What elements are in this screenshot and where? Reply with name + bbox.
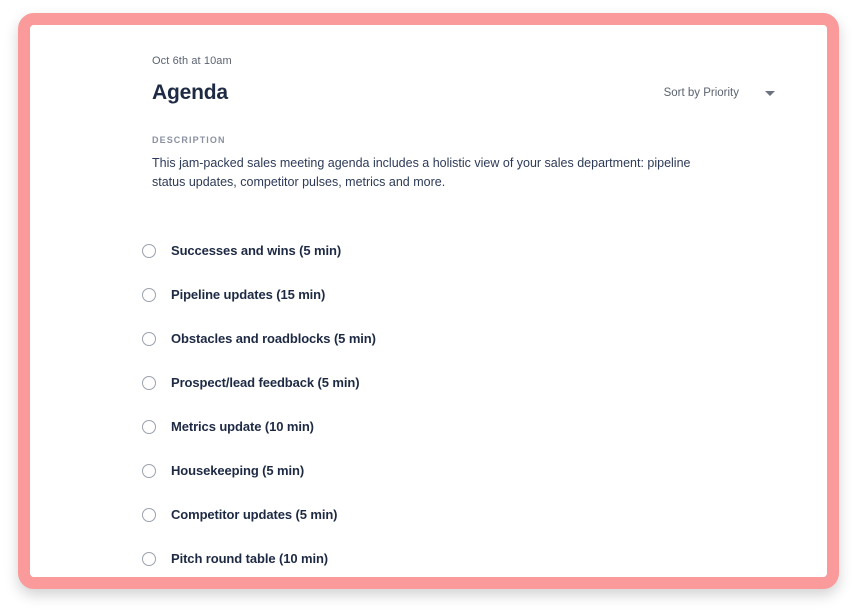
list-item-label: Prospect/lead feedback (5 min) <box>171 375 360 391</box>
list-item-label: Obstacles and roadblocks (5 min) <box>171 331 376 347</box>
list-item[interactable] <box>152 449 777 493</box>
list-item[interactable] <box>152 361 777 405</box>
list-item-label: Competitor updates (5 min) <box>171 507 338 523</box>
window-frame <box>18 13 839 589</box>
list-item[interactable] <box>152 317 777 361</box>
radio-icon[interactable] <box>142 552 156 566</box>
title-row <box>152 81 777 105</box>
list-item[interactable] <box>152 273 777 317</box>
list-item[interactable] <box>152 229 777 273</box>
card-content <box>30 25 827 577</box>
agenda-item-list <box>152 229 777 577</box>
list-item-label: Metrics update (10 min) <box>171 419 314 435</box>
description-text: This jam-packed sales meeting agenda includes a holistic view of your sales department: pipeline status updates, competitor pulses, metrics and more. <box>152 156 691 190</box>
description-label: DESCRIPTION <box>152 135 226 145</box>
list-item[interactable] <box>152 493 777 537</box>
radio-icon[interactable] <box>142 508 156 522</box>
list-item[interactable] <box>152 405 777 449</box>
list-item-label: Pipeline updates (15 min) <box>171 287 326 303</box>
radio-icon[interactable] <box>142 376 156 390</box>
sort-label: Sort by Priority <box>663 87 739 99</box>
radio-icon[interactable] <box>142 288 156 302</box>
radio-icon[interactable] <box>142 332 156 346</box>
agenda-card <box>30 25 827 577</box>
radio-icon[interactable] <box>142 420 156 434</box>
meeting-date: Oct 6th at 10am <box>152 55 232 67</box>
radio-icon[interactable] <box>142 464 156 478</box>
radio-icon[interactable] <box>142 244 156 258</box>
list-item-label: Successes and wins (5 min) <box>171 243 342 259</box>
chevron-down-icon[interactable] <box>765 91 775 96</box>
sort-by-priority-dropdown[interactable] <box>664 87 777 99</box>
list-item[interactable] <box>152 537 777 577</box>
page-title: Agenda <box>152 81 228 104</box>
list-item-label: Pitch round table (10 min) <box>171 551 329 567</box>
list-item-label: Housekeeping (5 min) <box>171 463 305 479</box>
